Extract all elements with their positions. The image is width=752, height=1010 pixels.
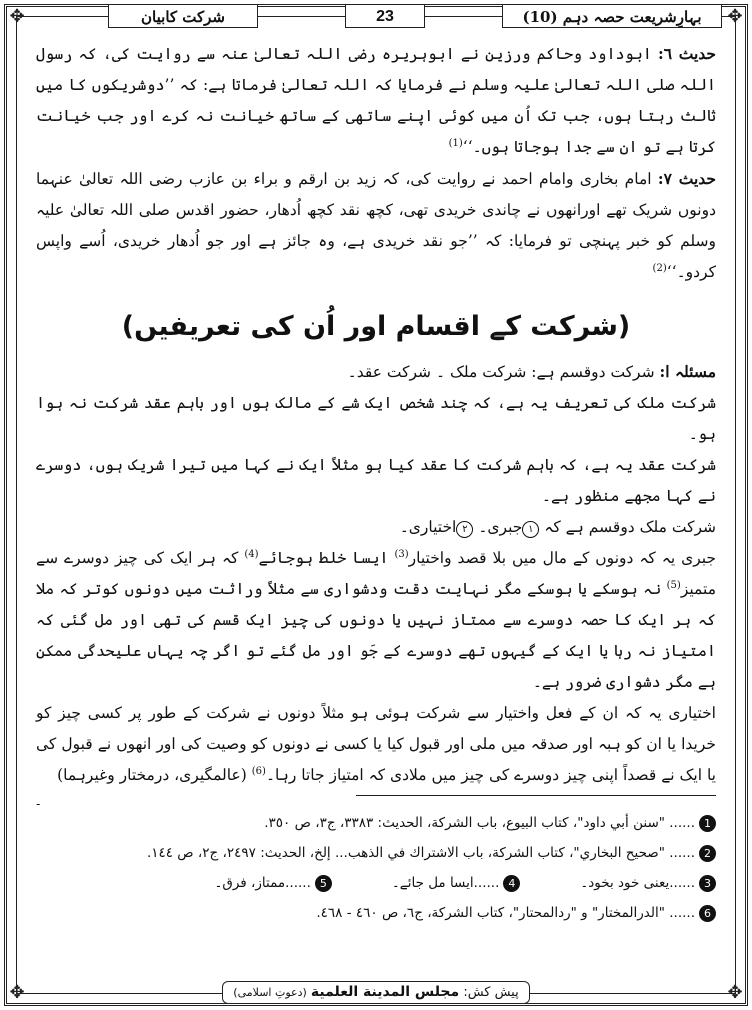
footnote-4 (392, 868, 521, 898)
footnote-number: 1 (699, 815, 716, 832)
corner-ornament-icon: ✥ (727, 982, 743, 1003)
publisher-prefix: پیش کش: (463, 985, 519, 1000)
footnote-3 (580, 868, 716, 898)
footnote-text: ......یعنی خود بخود۔ (580, 875, 695, 891)
publisher-suffix: (دعوتِ اسلامی) (233, 986, 307, 999)
footnote-ref: (3) (394, 548, 409, 560)
footnote-text: ......ایسا مل جائے۔ (391, 875, 500, 891)
footnote-separator (356, 795, 716, 796)
footnote-6 (36, 898, 716, 928)
footnote-number: 3 (699, 875, 716, 892)
footnote-5 (214, 868, 331, 898)
footnote-number: 6 (699, 905, 716, 922)
hadith-7 (36, 163, 716, 288)
main-text (36, 38, 716, 791)
hadith-6-text: ابوداود وحاکم ورزین نے ابوہریرہ رضی اللہ تعالیٰ عنہ سے روایت کی، کہ رسول اللہ صلی اللہ تعالیٰ علیہ وسلم نے فرمایا کہ اللہ تعالیٰ فرماتا ہے: کہ ’’دوشریکوں کا میں ثالث رہتا ہوں، جب تک اُن میں کوئی اپنے ساتھی کے ساتھ خیانت نہ کرے اور جب خیانت کرتا ہے تو ان سے جدا ہوجاتا ہوں۔‘‘ (36, 45, 716, 156)
chapter-title: شرکت کابیان (108, 4, 258, 28)
type-jabri: جبری۔ (478, 518, 523, 536)
page-footer (0, 981, 752, 1004)
masala-1-label: مسئلہ ا: (659, 362, 716, 381)
paragraph-shirkat-aqd: شرکت عقد یہ ہے، کہ باہم شرکت کا عقد کیا ہو مثلاً ایک نے کہا میں تیرا شریک ہوں، دوسرے نے کہا مجھے منظور ہے۔ (36, 456, 716, 505)
hadith-7-label: حدیث ٧: (657, 169, 716, 188)
type-ikhtiyari: اختیاری۔ (399, 518, 457, 536)
item-number: ٢ (456, 521, 473, 538)
separator-dot: - (36, 797, 41, 811)
hadith-6 (36, 38, 716, 163)
corner-ornament-icon: ✥ (9, 982, 25, 1003)
publisher-box (222, 981, 529, 1004)
types-text: شرکت ملک دوقسم ہے کہ (544, 518, 716, 536)
footnote-text: ...... "سنن أبي داود"، كتاب البيوع، باب الشركة، الحديث: ٣٣٨٣، ج٣، ص ٣٥٠. (264, 815, 695, 831)
footnote-number: 4 (503, 875, 520, 892)
footnote-text: ...... "الدرالمختار" و "ردالمحتار"، كتاب الشركة، ج٦، ص ٤٦٠ - ٤٦٨. (316, 905, 695, 921)
footnote-2 (36, 838, 716, 868)
section-title: (شرکت کے اقسام اور اُن کی تعریفیں) (121, 311, 631, 342)
paragraph-shirkat-milk: شرکت ملک کی تعریف یہ ہے، کہ چند شخص ایک شے کے مالک ہوں اور باہم عقد شرکت نہ ہوا ہو۔ (36, 394, 716, 443)
footnote-text: ......ممتاز، فرق۔ (214, 875, 311, 891)
jabri-text: نہ ہوسکے یا ہوسکے مگر نہایت دقت ودشواری سے مثلاً وراثت میں دونوں کوتر کہ ملا کہ ہر ایک کا حصہ دوسرے سے ممتاز نہیں یا دونوں کی چیز ایک قسم کی تھی اور مل گئی کہ امتیاز نہ رہا یا ایک کے گیہوں تھے دوسرے کے جَو اور مل گئے تو اگر چہ یہاں علیحدگی ممکن ہے مگر دشواری ضرور ہے۔ (36, 580, 716, 691)
footnote-ref: (2) (652, 262, 667, 274)
corner-ornament-icon: ✥ (727, 6, 743, 27)
masala-1 (36, 356, 716, 388)
jabri-text: جبری یہ کہ دونوں کے مال میں بلا قصد واختیار (408, 549, 717, 567)
page-number: 23 (345, 4, 425, 28)
paragraph-types (36, 512, 716, 543)
page-header (20, 4, 732, 30)
footnote-ref: (6) (251, 765, 266, 777)
paragraph-ikhtiyari (36, 698, 716, 791)
footnotes (36, 808, 716, 928)
footnote-ref: (4) (244, 548, 259, 560)
footnote-1 (36, 808, 716, 838)
footnote-number: 5 (315, 875, 332, 892)
hadith-6-label: حدیث ٦: (658, 44, 716, 63)
footnote-ref: (5) (666, 579, 681, 591)
footnote-text: ...... "صحيح البخاري"، كتاب الشركة، باب الاشتراك في الذهب... إلخ، الحديث: ٢٤٩٧، ج٢، ص ١٤٤. (146, 845, 695, 861)
corner-ornament-icon: ✥ (9, 6, 25, 27)
jabri-text: ایسا خلط ہوجائے (258, 549, 389, 567)
hadith-7-text: امام بخاری وامام احمد نے روایت کی، کہ زید بن ارقم و براء بن عازب رضی اللہ تعالیٰ عنہما دونوں شریک تھے اورانھوں نے چاندی خریدی تھی، کچھ نقد کچھ اُدھار، حضور اقدس صلی اللہ تعالیٰ علیہ وسلم کو خبر پہنچی تو فرمایا: کہ ’’جو نقد خریدی ہے، وہ جائز ہے اور جو اُدھار خریدی، اُسے واپس کردو۔‘‘ (36, 170, 716, 281)
footnote-ref: (1) (448, 137, 463, 149)
masala-1-text: شرکت دوقسم ہے: شرکت ملک ۔ شرکت عقد۔ (347, 363, 655, 381)
footnote-number: 2 (699, 845, 716, 862)
jabri-text: کہ ہر ایک کی چیز دوسرے سے متمیز (36, 549, 716, 598)
paragraph-jabri (36, 543, 716, 698)
ikhtiyari-text: اختیاری یہ کہ ان کے فعل واختیار سے شرکت ہوئی ہو مثلاً دونوں نے شرکت کے طور پر کسی چیز کو خریدا یا ان کو ہبہ اور صدقہ میں ملی اور قبول کیا یا کسی نے دونوں کو وصیت کی اور انھوں نے قبول کی یا ایک نے قصداً اپنی چیز دوسرے کی چیز میں ملادی کہ امتیاز جاتا رہا۔ (36, 704, 716, 784)
item-number: ١ (522, 521, 539, 538)
footnote-row (36, 868, 716, 898)
source-citation: (عالمگیری، درمختار وغیرہما) (57, 766, 247, 784)
publisher-name: مجلس المدينة العلمية (310, 984, 460, 1000)
book-title: بہارِشریعت حصہ دہم (10) (502, 4, 722, 28)
